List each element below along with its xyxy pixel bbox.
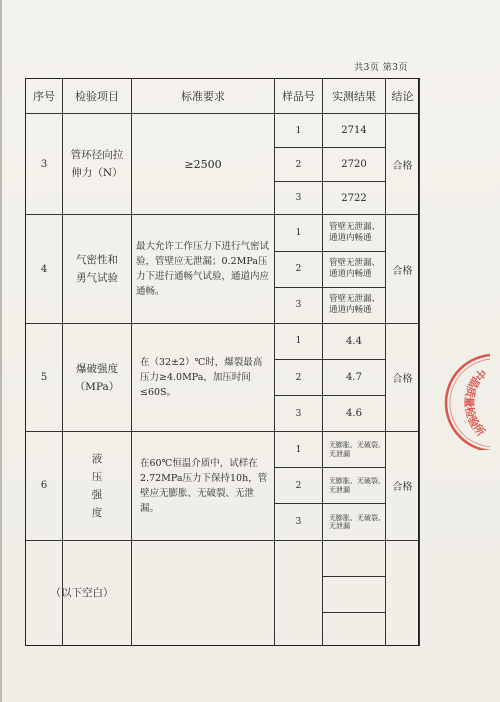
row-item-text: 气密性和勇气试验 [76, 254, 118, 285]
result-value: 无膨胀、无破裂、无泄漏 [323, 504, 386, 540]
row-standard: 最大允许工作压力下进行气密试验，管壁应无泄漏；0.2MPa压力下进行通畅气试验，通道内应通畅。 [132, 215, 275, 323]
result-value: 4.7 [323, 359, 386, 395]
inspection-table [25, 78, 420, 646]
table-row [26, 114, 420, 148]
sample-number: 3 [275, 182, 323, 215]
blank-cell [386, 540, 420, 645]
header-result: 实测结果 [323, 79, 386, 114]
sample-number: 3 [275, 504, 323, 540]
blank-cell [132, 540, 275, 645]
blank-cell [323, 576, 386, 612]
row-standard: 在（32±2）℃时，爆裂最高压力≥4.0MPa，加压时间≤60S。 [132, 323, 275, 431]
blank-note: （以下空白） [50, 587, 114, 600]
header-item: 检验项目 [63, 79, 132, 114]
result-value: 4.6 [323, 396, 386, 432]
result-value: 无膨胀、无破裂、无泄漏 [323, 468, 386, 504]
sample-number: 1 [275, 323, 323, 359]
blank-row [26, 540, 420, 576]
row-item [63, 114, 132, 215]
result-value: 4.4 [323, 323, 386, 359]
table-row [26, 323, 420, 359]
row-standard: 在60℃恒温介质中，试样在2.72MPa压力下保持10h，管壁应无膨胀、无破裂、无泄漏。 [132, 432, 275, 540]
sample-number: 3 [275, 396, 323, 432]
blank-cell [275, 540, 323, 645]
sample-number: 2 [275, 148, 323, 182]
row-standard: ≥2500 [132, 114, 275, 215]
row-conclusion: 合格 [386, 114, 420, 215]
row-item-text: 液压强度 [91, 452, 103, 519]
result-value: 2714 [323, 114, 386, 148]
header-row [26, 79, 420, 114]
header-sample: 样品号 [275, 79, 323, 114]
blank-cell [323, 612, 386, 645]
result-value: 2720 [323, 148, 386, 182]
row-item [63, 215, 132, 323]
row-item [63, 432, 132, 540]
row-index: 4 [26, 215, 63, 323]
result-value: 无膨胀、无破裂、无泄漏 [323, 432, 386, 468]
svg-text:中晶质量检验所: 中晶质量检验所 [462, 365, 489, 439]
blank-cell [323, 540, 386, 576]
result-value: 2722 [323, 182, 386, 215]
header-standard: 标准要求 [132, 79, 275, 114]
row-conclusion: 合格 [386, 432, 420, 540]
row-conclusion: 合格 [386, 215, 420, 323]
sample-number: 2 [275, 468, 323, 504]
row-item [63, 323, 132, 431]
table-row [26, 215, 420, 251]
row-index: 3 [26, 114, 63, 215]
row-item-text: 管环径向拉伸力（N） [70, 149, 124, 180]
sample-number: 1 [275, 114, 323, 148]
header-conclusion: 结论 [386, 79, 420, 114]
sample-number: 1 [275, 432, 323, 468]
row-index: 5 [26, 323, 63, 431]
result-value: 管壁无泄漏、通道内畅通 [323, 287, 386, 323]
table-row [26, 432, 420, 468]
row-index: 6 [26, 432, 63, 540]
sample-number: 1 [275, 215, 323, 251]
row-item-text: 爆破强度（MPa） [74, 362, 120, 393]
inspection-stamp [414, 352, 490, 450]
row-conclusion: 合格 [386, 323, 420, 431]
blank-note-cell [50, 540, 132, 645]
sample-number: 3 [275, 287, 323, 323]
result-value: 管壁无泄漏、通道内畅通 [323, 251, 386, 287]
sample-number: 2 [275, 251, 323, 287]
page-number: 共3页 第3页 [354, 63, 408, 73]
header-index: 序号 [26, 79, 63, 114]
result-value: 管壁无泄漏、通道内畅通 [323, 215, 386, 251]
sample-number: 2 [275, 359, 323, 395]
